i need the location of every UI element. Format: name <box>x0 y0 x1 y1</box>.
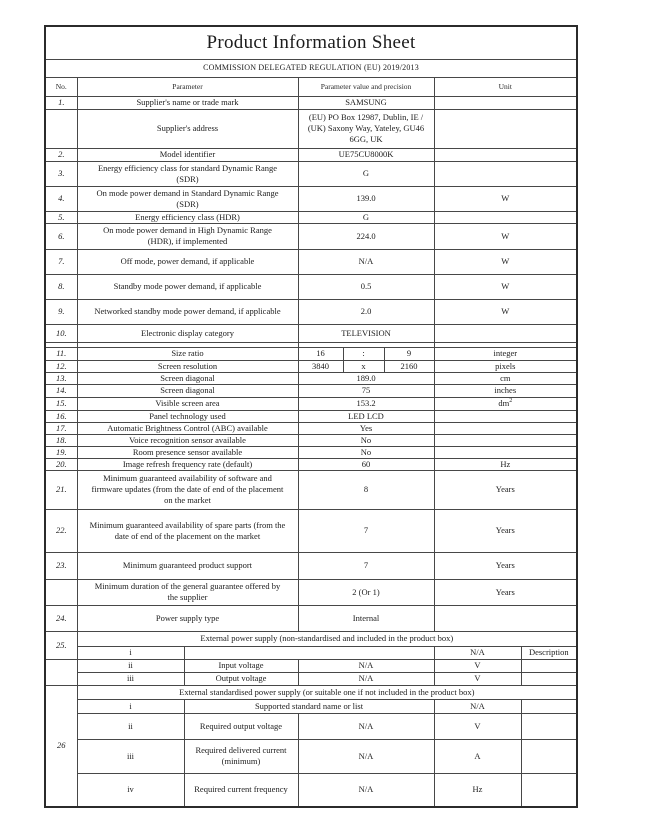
cell-unit: integer <box>434 347 577 360</box>
table-row-19 <box>45 446 577 458</box>
section-25-row-i <box>45 646 577 659</box>
cell-value: N/A <box>298 249 434 274</box>
cell-parameter: Screen resolution <box>77 360 298 372</box>
cell-no: 22. <box>45 509 77 552</box>
cell-value: 0.5 <box>298 274 434 299</box>
table-row-20 <box>45 458 577 470</box>
cell-label: Required delivered current (minimum) <box>184 739 298 773</box>
cell-description: Description <box>521 646 577 659</box>
cell-parameter: Power supply type <box>77 605 298 631</box>
cell-value: 75 <box>298 384 434 397</box>
table-row-3 <box>45 161 577 186</box>
cell-parameter: Minimum duration of the general guarantee offered by the supplier <box>77 579 298 605</box>
table-row-15 <box>45 397 577 410</box>
cell-index: ii <box>77 713 184 739</box>
cell-value: (EU) PO Box 12987, Dublin, IE / (UK) Saxony Way, Yateley, GU46 6GG, UK <box>298 109 434 148</box>
cell-parameter: Supplier's address <box>77 109 298 148</box>
cell-unit <box>434 446 577 458</box>
cell-no: 9. <box>45 299 77 324</box>
section-25-heading: External power supply (non-standardised and included in the product box) <box>77 631 577 646</box>
cell-unit <box>434 397 577 410</box>
cell-unit <box>434 109 577 148</box>
cell-unit: V <box>434 659 521 672</box>
unit-base: dm <box>498 398 510 409</box>
cell-unit: cm <box>434 372 577 384</box>
table-row-16 <box>45 410 577 422</box>
cell-no: 23. <box>45 552 77 579</box>
cell-no: 13. <box>45 372 77 384</box>
cell-value: LED LCD <box>298 410 434 422</box>
cell-unit: inches <box>434 384 577 397</box>
cell-value: N/A <box>298 773 434 807</box>
page-title: Product Information Sheet <box>45 26 577 59</box>
product-information-table <box>44 25 578 808</box>
cell-no: 15. <box>45 397 77 410</box>
cell-value: 2.0 <box>298 299 434 324</box>
cell-value-width: 16 <box>298 347 343 360</box>
cell-parameter: Energy efficiency class for standard Dynamic Range (SDR) <box>77 161 298 186</box>
cell-value: N/A <box>298 659 434 672</box>
cell-parameter: Minimum guaranteed availability of software and firmware updates (from the date of end of the placement on the market <box>77 470 298 509</box>
cell-value: Yes <box>298 422 434 434</box>
regulation-subtitle: COMMISSION DELEGATED REGULATION (EU) 2019/2013 <box>45 59 577 77</box>
cell-no: 2. <box>45 148 77 161</box>
cell-unit: Years <box>434 509 577 552</box>
cell-value-separator: : <box>343 347 384 360</box>
table-row-17 <box>45 422 577 434</box>
cell-value-height: 9 <box>384 347 434 360</box>
table-row-24 <box>45 605 577 631</box>
cell-value: 8 <box>298 470 434 509</box>
cell-unit <box>434 410 577 422</box>
table-row-12 <box>45 360 577 372</box>
cell-no: 4. <box>45 186 77 211</box>
header-row <box>45 77 577 96</box>
cell-unit: pixels <box>434 360 577 372</box>
table-row-11 <box>45 347 577 360</box>
cell-index: iv <box>77 773 184 807</box>
cell-unit: W <box>434 223 577 249</box>
cell-unit <box>434 422 577 434</box>
cell-unit: Years <box>434 579 577 605</box>
cell-value: N/A <box>298 672 434 685</box>
cell-description <box>521 773 577 807</box>
cell-no: 19. <box>45 446 77 458</box>
unit-superscript: 2 <box>509 398 513 405</box>
cell-unit: W <box>434 299 577 324</box>
cell-unit: Hz <box>434 458 577 470</box>
cell-unit: W <box>434 186 577 211</box>
cell-no: 8. <box>45 274 77 299</box>
table-row-14 <box>45 384 577 397</box>
table-row-7 <box>45 249 577 274</box>
cell-value: No <box>298 446 434 458</box>
table-row-23 <box>45 552 577 579</box>
title-row <box>45 26 577 59</box>
section-26-heading-row <box>45 685 577 699</box>
cell-no: 6. <box>45 223 77 249</box>
cell-value: N/A <box>298 713 434 739</box>
cell-parameter: Standby mode power demand, if applicable <box>77 274 298 299</box>
cell-no: 1. <box>45 96 77 109</box>
cell-value: 153.2 <box>298 397 434 410</box>
table-row-8 <box>45 274 577 299</box>
cell-value: 139.0 <box>298 186 434 211</box>
cell-parameter: Electronic display category <box>77 324 298 342</box>
cell-label: Supported standard name or list <box>184 699 434 713</box>
cell-unit <box>434 148 577 161</box>
cell-unit <box>434 605 577 631</box>
table-row-4 <box>45 186 577 211</box>
cell-value: 60 <box>298 458 434 470</box>
table-row-18 <box>45 434 577 446</box>
cell-unit <box>434 161 577 186</box>
cell-description <box>521 659 577 672</box>
cell-index: ii <box>77 659 184 672</box>
column-header-parameter: Parameter <box>77 77 298 96</box>
cell-unit: V <box>434 713 521 739</box>
section-25-heading-row <box>45 631 577 646</box>
cell-unit: W <box>434 274 577 299</box>
section-26-row-i <box>45 699 577 713</box>
cell-value: TELEVISION <box>298 324 434 342</box>
cell-label: Input voltage <box>184 659 298 672</box>
table-row-guarantee <box>45 579 577 605</box>
table-row-10 <box>45 324 577 342</box>
cell-unit: V <box>434 672 521 685</box>
cell-index: iii <box>77 672 184 685</box>
cell-description <box>521 739 577 773</box>
table-row-13 <box>45 372 577 384</box>
cell-parameter: Off mode, power demand, if applicable <box>77 249 298 274</box>
cell-value: SAMSUNG <box>298 96 434 109</box>
cell-no <box>45 109 77 148</box>
cell-unit: Years <box>434 552 577 579</box>
cell-parameter: Automatic Brightness Control (ABC) available <box>77 422 298 434</box>
cell-description <box>521 672 577 685</box>
table-row-21 <box>45 470 577 509</box>
cell-parameter: Panel technology used <box>77 410 298 422</box>
cell-no: 20. <box>45 458 77 470</box>
cell-no: 3. <box>45 161 77 186</box>
column-header-value: Parameter value and precision <box>298 77 434 96</box>
cell-value-separator: x <box>343 360 384 372</box>
cell-description <box>521 699 577 713</box>
cell-parameter: Supplier's name or trade mark <box>77 96 298 109</box>
section-25-row-iii <box>45 672 577 685</box>
cell-no: 18. <box>45 434 77 446</box>
cell-parameter: On mode power demand in Standard Dynamic Range (SDR) <box>77 186 298 211</box>
table-row-6 <box>45 223 577 249</box>
cell-unit <box>434 324 577 342</box>
cell-parameter: Minimum guaranteed product support <box>77 552 298 579</box>
cell-value: G <box>298 161 434 186</box>
cell-parameter: Voice recognition sensor available <box>77 434 298 446</box>
section-26-row-iii <box>45 739 577 773</box>
column-header-no: No. <box>45 77 77 96</box>
cell-no: 17. <box>45 422 77 434</box>
cell-value: UE75CU8000K <box>298 148 434 161</box>
cell-parameter: Model identifier <box>77 148 298 161</box>
cell-no: 12. <box>45 360 77 372</box>
cell-no: 16. <box>45 410 77 422</box>
cell-index: i <box>77 646 184 659</box>
cell-no <box>45 659 77 685</box>
cell-value: Internal <box>298 605 434 631</box>
cell-parameter: Size ratio <box>77 347 298 360</box>
cell-unit: N/A <box>434 699 521 713</box>
section-26-row-ii <box>45 713 577 739</box>
table-row-22 <box>45 509 577 552</box>
cell-label: Required current frequency <box>184 773 298 807</box>
cell-no: 11. <box>45 347 77 360</box>
cell-no: 14. <box>45 384 77 397</box>
cell-no: 21. <box>45 470 77 509</box>
table-row-2 <box>45 148 577 161</box>
cell-parameter: Screen diagonal <box>77 384 298 397</box>
cell-parameter: Networked standby mode power demand, if applicable <box>77 299 298 324</box>
table-row-9 <box>45 299 577 324</box>
cell-no: 24. <box>45 605 77 631</box>
cell-parameter: Energy efficiency class (HDR) <box>77 211 298 223</box>
section-26-row-iv <box>45 773 577 807</box>
cell-unit: W <box>434 249 577 274</box>
column-header-unit: Unit <box>434 77 577 96</box>
cell-value: 224.0 <box>298 223 434 249</box>
cell-no: 7. <box>45 249 77 274</box>
section-25-row-ii <box>45 659 577 672</box>
cell-value-height: 2160 <box>384 360 434 372</box>
cell-parameter: Visible screen area <box>77 397 298 410</box>
cell-unit: Years <box>434 470 577 509</box>
cell-unit <box>434 434 577 446</box>
cell-parameter: Room presence sensor available <box>77 446 298 458</box>
cell-no: 25. <box>45 631 77 659</box>
cell-parameter: On mode power demand in High Dynamic Range (HDR), if implemented <box>77 223 298 249</box>
cell-label: Output voltage <box>184 672 298 685</box>
cell-parameter: Minimum guaranteed availability of spare parts (from the date of end of the placement on the market <box>77 509 298 552</box>
cell-unit: A <box>434 739 521 773</box>
table-row-5 <box>45 211 577 223</box>
cell-value: 189.0 <box>298 372 434 384</box>
cell-label: Required output voltage <box>184 713 298 739</box>
cell-value: 7 <box>298 552 434 579</box>
cell-unit: N/A <box>434 646 521 659</box>
regulation-row <box>45 59 577 77</box>
cell-no: 26 <box>45 685 77 807</box>
cell-label <box>184 646 434 659</box>
cell-value: N/A <box>298 739 434 773</box>
cell-no <box>45 579 77 605</box>
cell-parameter: Image refresh frequency rate (default) <box>77 458 298 470</box>
cell-parameter: Screen diagonal <box>77 372 298 384</box>
table-row-1 <box>45 96 577 109</box>
cell-no: 10. <box>45 324 77 342</box>
cell-value: 2 (Or 1) <box>298 579 434 605</box>
table-row-address <box>45 109 577 148</box>
section-26-heading: External standardised power supply (or suitable one if not included in the product box) <box>77 685 577 699</box>
cell-unit: Hz <box>434 773 521 807</box>
cell-value: 7 <box>298 509 434 552</box>
cell-no: 5. <box>45 211 77 223</box>
cell-index: i <box>77 699 184 713</box>
cell-value: No <box>298 434 434 446</box>
cell-value-width: 3840 <box>298 360 343 372</box>
cell-unit <box>434 96 577 109</box>
cell-unit <box>434 211 577 223</box>
cell-index: iii <box>77 739 184 773</box>
cell-value: G <box>298 211 434 223</box>
cell-description <box>521 713 577 739</box>
